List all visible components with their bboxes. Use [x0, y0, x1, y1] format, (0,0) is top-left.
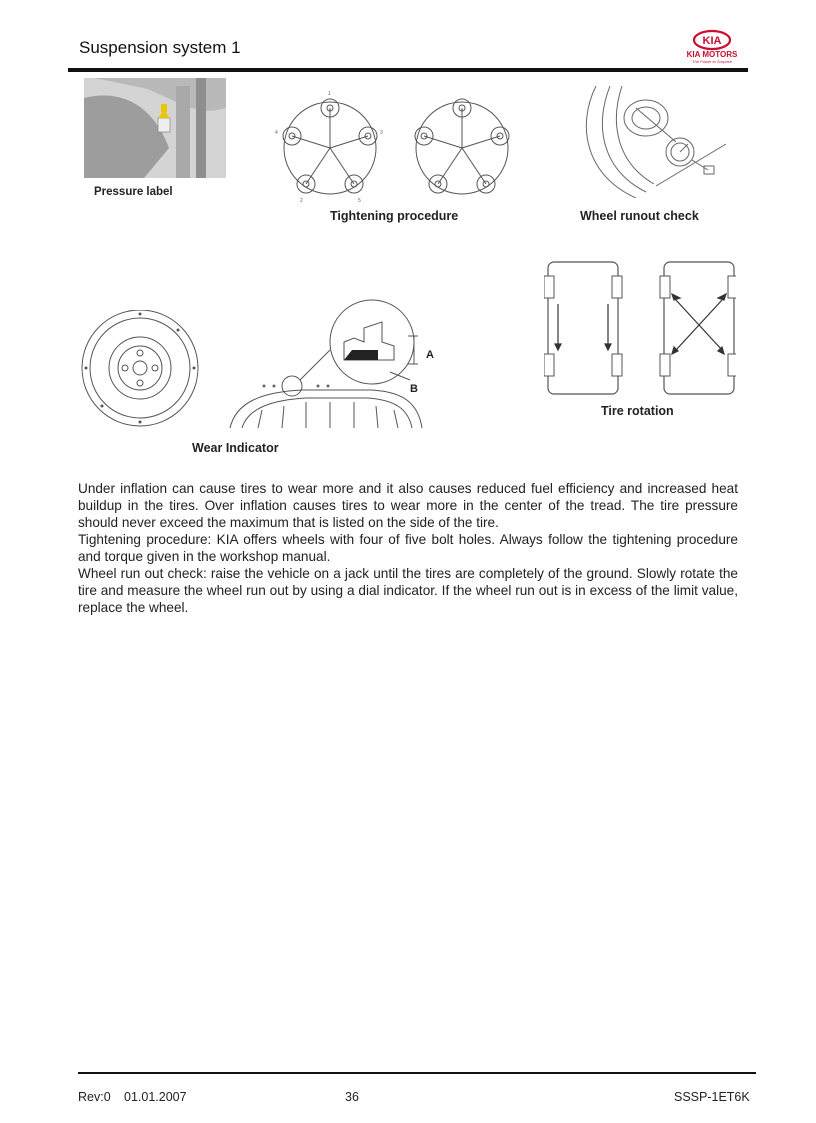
bolt-num-3: 3	[380, 130, 383, 136]
page-title: Suspension system 1	[79, 38, 241, 57]
body-text	[78, 480, 738, 616]
tire-rotation-diagram	[544, 258, 736, 398]
caption-pressure-label: Pressure label	[94, 186, 173, 198]
bolt-num-2: 2	[300, 198, 303, 204]
bolt-pattern-left	[283, 99, 377, 194]
wear-tread-diagram	[222, 298, 448, 430]
wear-label-b: B	[410, 383, 418, 395]
caption-runout: Wheel runout check	[580, 209, 699, 223]
tightening-diagram	[270, 88, 532, 206]
wear-label-a: A	[426, 349, 434, 361]
caption-wear-indicator: Wear Indicator	[192, 441, 279, 455]
wear-wheel-diagram	[78, 310, 202, 428]
bolt-num-4: 4	[275, 130, 278, 136]
paragraph-inflation: Under inflation can cause tires to wear more and it also causes reduced fuel efficiency and increased heat buildup in the tires. Over inflation causes tires to wear more in the center of the tread. The tire pressure should never exceed the maximum that is listed on the side of the tire.	[78, 481, 738, 530]
footer-rule	[78, 1072, 756, 1074]
logo-tagline: The Power to Surprise	[692, 59, 732, 64]
footer-rev: Rev:0	[78, 1090, 111, 1104]
kia-logo	[680, 29, 744, 65]
header-rule	[68, 68, 748, 72]
footer-page-number: 36	[345, 1090, 359, 1104]
footer-date: 01.01.2007	[124, 1090, 187, 1104]
bolt-pattern-right	[415, 99, 509, 194]
footer-doc-code: SSSP-1ET6K	[674, 1090, 750, 1104]
bolt-num-5: 5	[358, 198, 361, 204]
logo-sub: KIA MOTORS	[686, 50, 738, 59]
caption-tightening: Tightening procedure	[330, 209, 459, 223]
logo-text: KIA	[702, 35, 722, 47]
paragraph-tightening: Tightening procedure: KIA offers wheels with four of five bolt holes. Always follow the tightening procedure and torque given in the workshop manual.	[78, 532, 738, 564]
paragraph-runout: Wheel run out check: raise the vehicle on a jack until the tires are completely of the ground. Slowly rotate the tire and measure the wheel run out by using a dial indicator. If the wheel run out is in excess of the limit value, replace the wheel.	[78, 566, 738, 615]
pressure-label-photo	[84, 78, 226, 178]
caption-tire-rotation: Tire rotation	[601, 404, 674, 418]
runout-diagram	[576, 86, 738, 198]
bolt-num-1: 1	[328, 91, 331, 97]
